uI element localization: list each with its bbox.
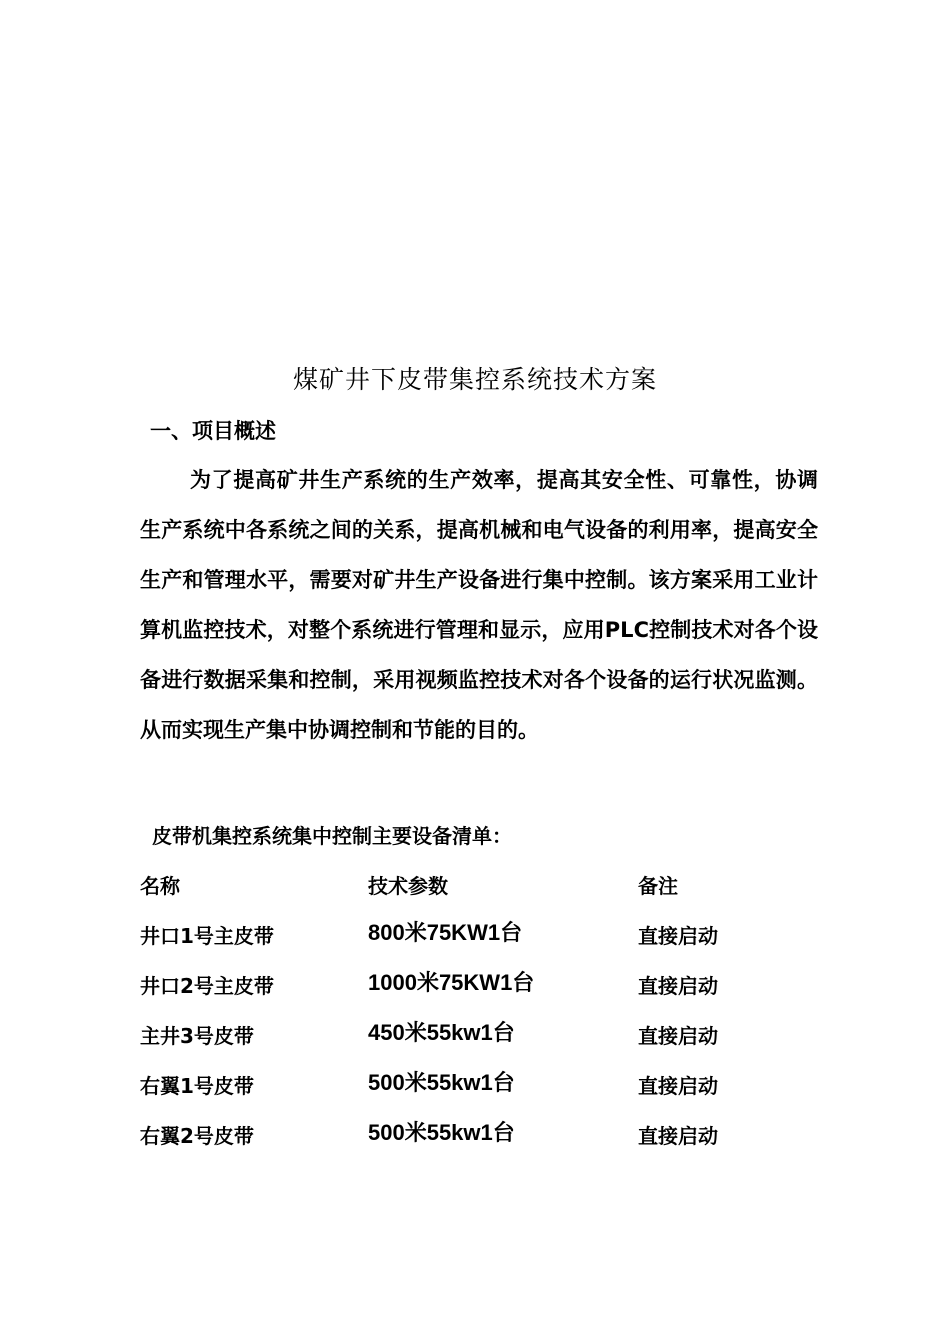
header-spec: 技术参数 — [368, 874, 448, 898]
header-note: 备注 — [638, 874, 678, 898]
equipment-note: 直接启动 — [638, 1024, 718, 1048]
equipment-spec: 1000米75KW1台 — [368, 970, 535, 995]
document-title: 煤矿井下皮带集控系统技术方案 — [292, 365, 657, 394]
equipment-spec: 450米55kw1台 — [368, 1020, 515, 1045]
table-row — [140, 1066, 780, 1116]
section-heading: 一、项目概述 — [150, 419, 276, 443]
equipment-name: 右翼2号皮带 — [140, 1124, 254, 1148]
equipment-spec: 500米55kw1台 — [368, 1120, 515, 1145]
overview-paragraph: 为了提高矿井生产系统的生产效率，提高其安全性、可靠性，协调生产系统中各系统之间的关系，提高机械和电气设备的利用率，提高安全生产和管理水平，需要对矿井生产设备进行集中控制。该方案采用工业计算机监控技术，对整个系统进行管理和显示，应用PLC控制技术对各个设备进行数据采集和控制，采用视频监控技术对各个设备的运行状况监测。从而实现生产集中协调控制和节能的目的。 — [140, 468, 818, 742]
equipment-note: 直接启动 — [638, 1074, 718, 1098]
equipment-spec: 800米75KW1台 — [368, 920, 523, 945]
table-row — [140, 1116, 780, 1166]
table-row — [140, 916, 780, 966]
equipment-name: 右翼1号皮带 — [140, 1074, 254, 1098]
table-header-row — [140, 866, 780, 916]
equipment-table — [140, 866, 780, 1166]
equipment-note: 直接启动 — [638, 924, 718, 948]
equipment-list-caption: 皮带机集控系统集中控制主要设备清单： — [152, 824, 512, 848]
equipment-note: 直接启动 — [638, 974, 718, 998]
equipment-name: 主井3号皮带 — [140, 1024, 254, 1048]
table-row — [140, 1016, 780, 1066]
equipment-name: 井口2号主皮带 — [140, 974, 274, 998]
equipment-spec: 500米55kw1台 — [368, 1070, 515, 1095]
equipment-name: 井口1号主皮带 — [140, 924, 274, 948]
header-name: 名称 — [140, 874, 180, 898]
equipment-note: 直接启动 — [638, 1124, 718, 1148]
table-row — [140, 966, 780, 1016]
